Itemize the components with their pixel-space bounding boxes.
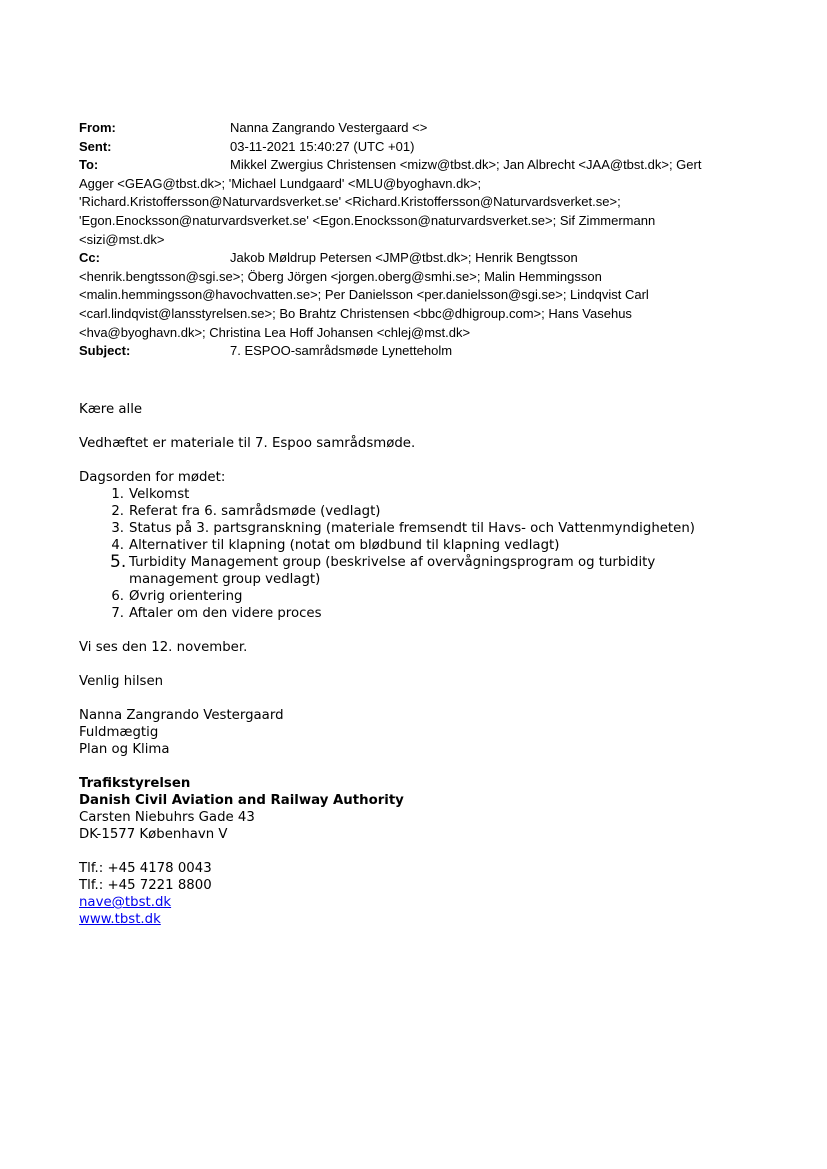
cc-row: [79, 249, 749, 342]
to-line: <sizi@mst.dk>: [79, 231, 165, 247]
email-body: [79, 401, 759, 928]
agenda-item: 2. Referat fra 6. samrådsmøde (vedlagt): [111, 504, 381, 519]
cc-label: Cc:: [79, 250, 100, 266]
sender-title: Fuldmægtig: [79, 725, 159, 740]
phone-number: Tlf.: +45 4178 0043: [79, 861, 212, 876]
sent-label: Sent:: [79, 138, 112, 154]
to-line: Agger <GEAG@tbst.dk>; 'Michael Lundgaard' <MLU@byoghavn.dk>;: [79, 175, 482, 191]
sender-name: Nanna Zangrando Vestergaard: [79, 708, 284, 723]
agenda-item: 5. Turbidity Management group (beskrivelse af overvågningsprogram og turbidity management group vedlagt): [110, 552, 656, 587]
agenda-item: 1. Velkomst: [111, 487, 190, 502]
to-line: 'Egon.Enocksson@naturvardsverket.se' <Egon.Enocksson@naturvardsverket.se>; Sif Zimmermann: [79, 212, 656, 228]
cc-line: <carl.lindqvist@lansstyrelsen.se>; Bo Brahtz Christensen <bbc@dhigroup.com>; Hans Vasehus: [79, 305, 632, 321]
to-label: To:: [79, 157, 99, 173]
email-header: [79, 119, 749, 361]
from-label: From:: [79, 120, 116, 135]
org-name-en: Danish Civil Aviation and Railway Authority: [79, 793, 404, 808]
subject-value: 7. ESPOO-samrådsmøde Lynetteholm: [230, 343, 453, 359]
agenda-item: 4. Alternativer til klapning (notat om blødbund til klapning vedlagt): [111, 538, 560, 553]
to-line: 'Richard.Kristoffersson@Naturvardsverket.se' <Richard.Kristoffersson@Naturvardsverket.se>;: [79, 194, 621, 210]
phone-number: Tlf.: +45 7221 8800: [79, 878, 212, 893]
subject-row: [79, 342, 749, 361]
subject-label: Subject:: [79, 343, 131, 359]
closing-note: Vi ses den 12. november.: [79, 640, 248, 655]
intro-text: Vedhæftet er materiale til 7. Espoo samrådsmøde.: [79, 436, 416, 451]
from-value: Nanna Zangrando Vestergaard <>: [230, 120, 428, 135]
address-line: Carsten Niebuhrs Gade 43: [79, 810, 255, 825]
agenda-list: [79, 486, 759, 622]
website-link[interactable]: www.tbst.dk: [79, 912, 161, 927]
email-link[interactable]: nave@tbst.dk: [79, 895, 172, 910]
agenda-item: 6. Øvrig orientering: [111, 589, 243, 604]
to-row: [79, 156, 749, 249]
org-name: Trafikstyrelsen: [79, 776, 191, 791]
sent-row: [79, 138, 749, 157]
agenda-item: 7. Aftaler om den videre proces: [111, 606, 322, 621]
address-line: DK-1577 København V: [79, 827, 228, 842]
cc-line: <hva@byoghavn.dk>; Christina Lea Hoff Johansen <chlej@mst.dk>: [79, 324, 471, 340]
greeting: Kære alle: [79, 402, 143, 417]
sender-dept: Plan og Klima: [79, 742, 170, 757]
cc-line: <malin.hemmingsson@havochvatten.se>; Per Danielsson <per.danielsson@sgi.se>; Lindqvist Carl: [79, 287, 649, 303]
to-line: Mikkel Zwergius Christensen <mizw@tbst.dk>; Jan Albrecht <JAA@tbst.dk>; Gert: [230, 157, 702, 173]
from-row: [79, 119, 749, 138]
sent-value: 03-11-2021 15:40:27 (UTC +01): [230, 138, 415, 154]
cc-line: Jakob Møldrup Petersen <JMP@tbst.dk>; Henrik Bengtsson: [230, 250, 578, 266]
regards: Venlig hilsen: [79, 674, 164, 689]
agenda-item: 3. Status på 3. partsgranskning (materiale fremsendt til Havs- och Vattenmyndigheten): [111, 521, 695, 536]
cc-line: <henrik.bengtsson@sgi.se>; Öberg Jörgen <jorgen.oberg@smhi.se>; Malin Hemmingsson: [79, 268, 602, 284]
agenda-title: Dagsorden for mødet:: [79, 470, 226, 485]
